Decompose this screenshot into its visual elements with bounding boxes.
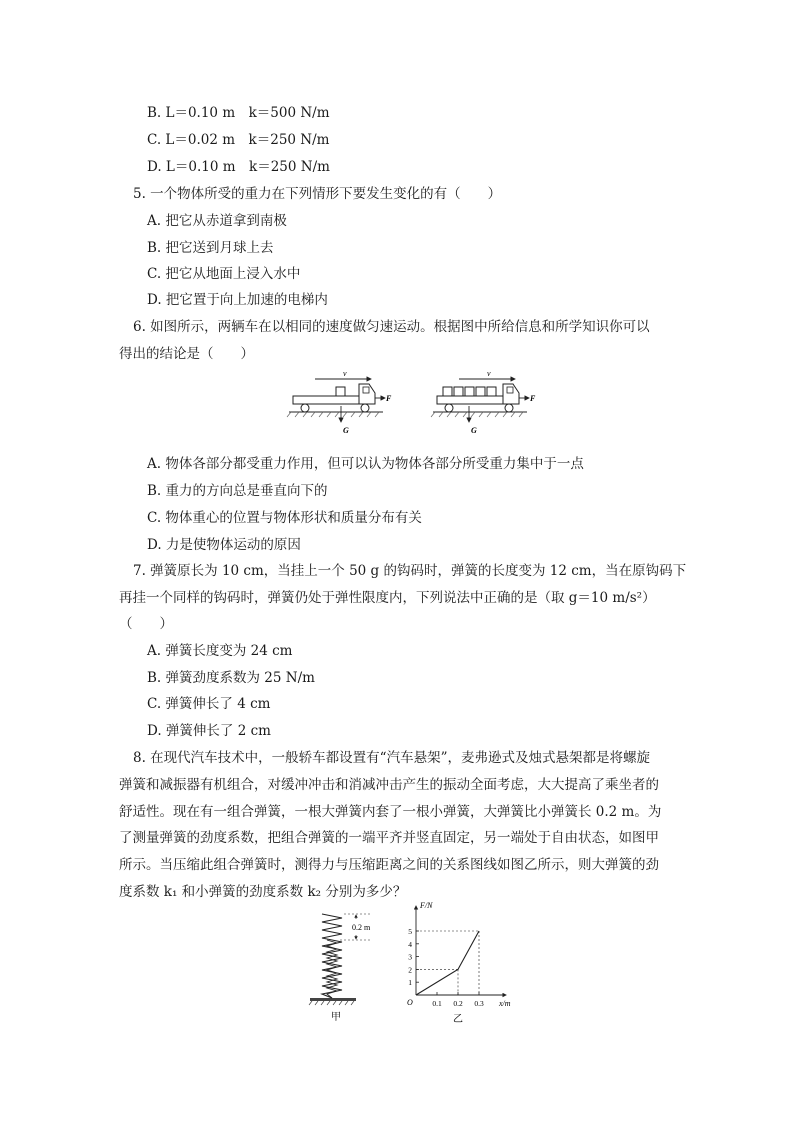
force-label: F (386, 394, 392, 403)
q7-option-b: B. 弹簧劲度系数为 25 N/m (147, 670, 315, 686)
spring-figure-a (300, 906, 390, 1026)
truck-1 (287, 369, 392, 435)
q8-line4: 了测量弹簧的劲度系数，把组合弹簧的一端平齐并竖直固定，另一端处于自由状态，如图甲 (119, 830, 659, 846)
x-tick-label: 0.2 (453, 999, 463, 1008)
q6-option-b: B. 重力的方向总是垂直向下的 (147, 483, 328, 499)
gravity-label: G (471, 426, 477, 435)
q7-stem-line2: 再挂一个同样的钩码时，弹簧仍处于弹性限度内，下列说法中正确的是（取 g＝10 m/s²） (119, 590, 656, 606)
q6-stem-line2: 得出的结论是（ ） (119, 346, 254, 362)
q6-option-a: A. 物体各部分都受重力作用，但可以认为物体各部分所受重力集中于一点 (147, 456, 584, 472)
q7-stem-line3: （ ） (119, 616, 173, 632)
y-tick-label: 1 (408, 978, 412, 988)
origin-label: O (407, 998, 413, 1007)
prev-option-b: B. L＝0.10 m k＝500 N/m (147, 105, 330, 121)
q5-option-b: B. 把它送到月球上去 (147, 240, 274, 256)
velocity-label: v (487, 369, 491, 378)
q5-option-c: C. 把它从地面上浸入水中 (147, 266, 301, 282)
q8-line6: 度系数 k₁ 和小弹簧的劲度系数 k₂ 分别为多少？ (119, 884, 407, 900)
y-axis-label: F/N (420, 901, 433, 910)
q7-option-d: D. 弹簧伸长了 2 cm (147, 723, 271, 739)
x-tick-label: 0.3 (474, 999, 484, 1008)
y-tick-label: 3 (408, 952, 412, 962)
q8-line1: 8. 在现代汽车技术中，一般轿车都设置有“汽车悬架”，麦弗逊式及烛式悬架都是将螺旋 (133, 750, 650, 766)
y-tick-label: 2 (408, 965, 412, 975)
prev-option-c: C. L＝0.02 m k＝250 N/m (147, 132, 330, 148)
q5-stem: 5. 一个物体所受的重力在下列情形下要发生变化的有（ ） (133, 186, 502, 202)
q7-stem-line1: 7. 弹簧原长为 10 cm，当挂上一个 50 g 的钩码时，弹簧的长度变为 12 cm，当在原钩码下 (133, 563, 687, 579)
force-compression-chart (396, 898, 526, 1028)
q5-option-d: D. 把它置于向上加速的电梯内 (147, 292, 328, 308)
truck-2 (431, 369, 536, 435)
q5-option-a: A. 把它从赤道拿到南极 (147, 213, 287, 229)
velocity-label: v (343, 369, 347, 378)
y-tick-label: 4 (408, 939, 412, 949)
q6-truck-figure (285, 366, 545, 442)
q8-line5: 所示。当压缩此组合弹簧时，测得力与压缩距离之间的关系图线如图乙所示，则大弹簧的劲 (119, 857, 659, 873)
q8-line3: 舒适性。现在有一组合弹簧，一根大弹簧内套了一根小弹簧，大弹簧比小弹簧长 0.2 m。为 (119, 804, 662, 820)
gap-label: 0.2 m (352, 923, 371, 932)
q6-option-d: D. 力是使物体运动的原因 (147, 537, 301, 553)
x-tick-label: 0.1 (432, 999, 442, 1008)
q6-option-c: C. 物体重心的位置与物体形状和质量分布有关 (147, 510, 422, 526)
q7-option-c: C. 弹簧伸长了 4 cm (147, 696, 271, 712)
gravity-label: G (343, 426, 349, 435)
y-tick-label: 5 (408, 927, 412, 936)
q8-line2: 弹簧和减振器有机组合，对缓冲冲击和消减冲击产生的振动全面考虑，大大提高了乘坐者的 (119, 777, 659, 793)
force-label: F (530, 394, 536, 403)
q7-option-a: A. 弹簧长度变为 24 cm (147, 643, 293, 659)
series-line (416, 931, 479, 995)
x-axis-label: x/m (499, 999, 511, 1008)
q6-stem-line1: 6. 如图所示，两辆车在以相同的速度做匀速运动。根据图中所给信息和所学知识你可以 (133, 319, 650, 335)
figure-b-caption: 乙 (453, 1014, 463, 1025)
prev-option-d: D. L＝0.10 m k＝250 N/m (147, 159, 330, 175)
figure-a-caption: 甲 (331, 1012, 341, 1023)
